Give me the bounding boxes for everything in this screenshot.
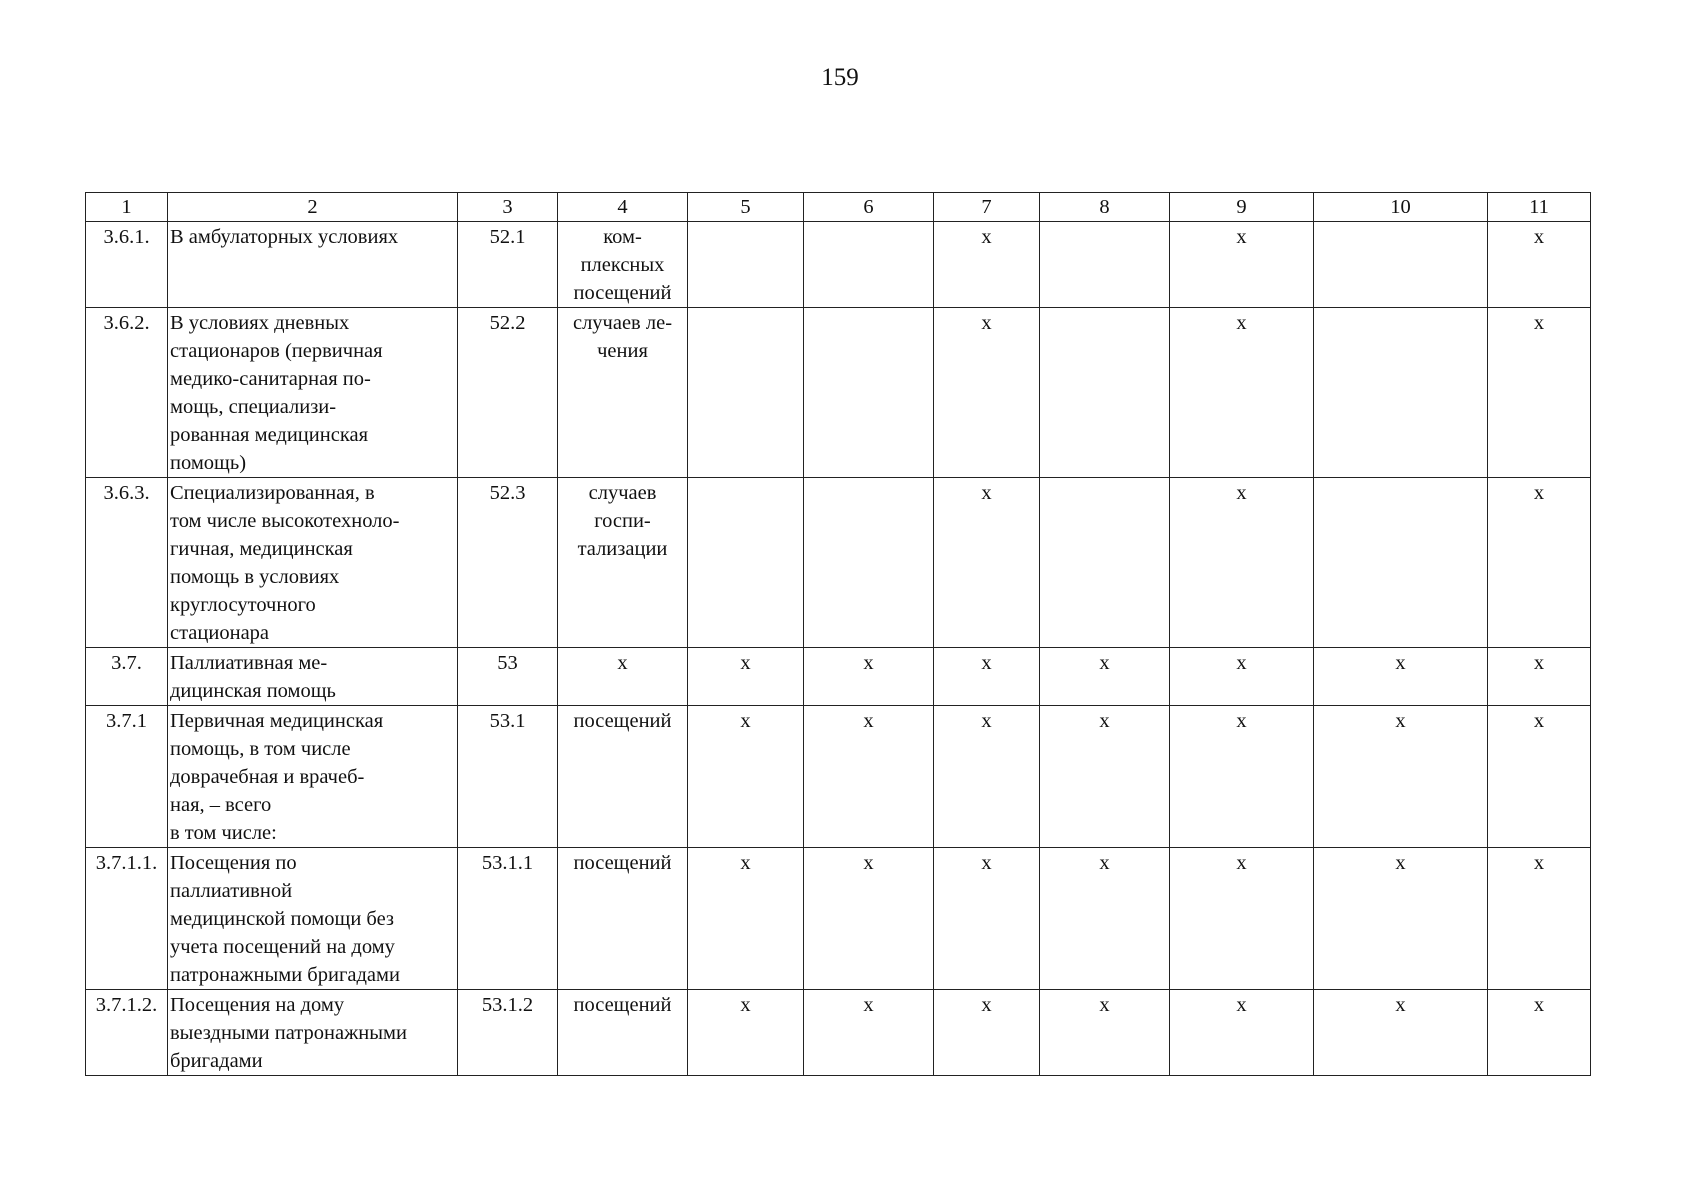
value-cell: х (1170, 222, 1314, 308)
value-cell: х (1170, 706, 1314, 848)
column-header: 5 (688, 193, 804, 222)
row-unit-cell: случаев госпи- тализации (558, 478, 688, 648)
value-cell: х (1170, 478, 1314, 648)
value-cell: х (804, 648, 934, 706)
value-cell: х (934, 990, 1040, 1076)
row-number-cell: 3.6.1. (86, 222, 168, 308)
column-header: 6 (804, 193, 934, 222)
value-cell: х (1488, 848, 1591, 990)
value-cell (688, 478, 804, 648)
value-cell: х (688, 990, 804, 1076)
value-cell: х (1488, 478, 1591, 648)
table-row (86, 222, 1591, 308)
table-row (86, 848, 1591, 990)
row-name-cell: Посещения на дому выездными патронажными бригадами (168, 990, 458, 1076)
page-number: 159 (821, 64, 859, 91)
data-table (85, 192, 1591, 1076)
row-code-cell: 52.3 (458, 478, 558, 648)
value-cell: х (804, 990, 934, 1076)
row-name-cell: В амбулаторных условиях (168, 222, 458, 308)
value-cell (1314, 222, 1488, 308)
value-cell: х (1040, 848, 1170, 990)
column-header: 2 (168, 193, 458, 222)
value-cell: х (1040, 706, 1170, 848)
table-row (86, 648, 1591, 706)
value-cell: х (1314, 848, 1488, 990)
value-cell: х (1488, 648, 1591, 706)
value-cell (1040, 478, 1170, 648)
value-cell: х (934, 222, 1040, 308)
table-body (86, 222, 1591, 1076)
table-row (86, 308, 1591, 478)
row-unit-cell: ком- плексных посещений (558, 222, 688, 308)
value-cell: х (934, 308, 1040, 478)
value-cell: х (688, 706, 804, 848)
column-header: 7 (934, 193, 1040, 222)
value-cell (1314, 308, 1488, 478)
value-cell: х (1314, 706, 1488, 848)
value-cell (1040, 222, 1170, 308)
value-cell: х (1040, 648, 1170, 706)
value-cell (804, 222, 934, 308)
row-unit-cell: посещений (558, 990, 688, 1076)
row-code-cell: 53.1 (458, 706, 558, 848)
row-number-cell: 3.6.3. (86, 478, 168, 648)
value-cell (1040, 308, 1170, 478)
value-cell (804, 478, 934, 648)
column-header: 1 (86, 193, 168, 222)
value-cell: х (804, 848, 934, 990)
row-number-cell: 3.7.1 (86, 706, 168, 848)
value-cell: х (804, 706, 934, 848)
value-cell (688, 222, 804, 308)
row-unit-cell: посещений (558, 706, 688, 848)
row-code-cell: 52.1 (458, 222, 558, 308)
value-cell (804, 308, 934, 478)
header-row (86, 193, 1591, 222)
value-cell: х (688, 648, 804, 706)
row-number-cell: 3.7.1.1. (86, 848, 168, 990)
row-code-cell: 53.1.1 (458, 848, 558, 990)
value-cell: х (1314, 990, 1488, 1076)
value-cell: х (1488, 990, 1591, 1076)
row-number-cell: 3.6.2. (86, 308, 168, 478)
value-cell: х (934, 706, 1040, 848)
value-cell: х (1170, 308, 1314, 478)
value-cell: х (688, 848, 804, 990)
value-cell: х (1488, 222, 1591, 308)
value-cell: х (1170, 648, 1314, 706)
row-name-cell: Первичная медицинская помощь, в том числе доврачебная и врачеб- ная, – всего в том числе: (168, 706, 458, 848)
row-code-cell: 53 (458, 648, 558, 706)
value-cell: х (1170, 990, 1314, 1076)
row-number-cell: 3.7.1.2. (86, 990, 168, 1076)
value-cell: х (934, 478, 1040, 648)
row-code-cell: 52.2 (458, 308, 558, 478)
column-header: 4 (558, 193, 688, 222)
value-cell: х (1170, 848, 1314, 990)
row-unit-cell: случаев ле- чения (558, 308, 688, 478)
column-header: 10 (1314, 193, 1488, 222)
value-cell: х (1488, 308, 1591, 478)
value-cell: х (934, 648, 1040, 706)
row-name-cell: Паллиативная ме- дицинская помощь (168, 648, 458, 706)
row-name-cell: Специализированная, в том числе высокотехноло- гичная, медицинская помощь в условиях круглосуточного стационара (168, 478, 458, 648)
table-row (86, 478, 1591, 648)
value-cell (688, 308, 804, 478)
row-number-cell: 3.7. (86, 648, 168, 706)
value-cell (1314, 478, 1488, 648)
column-header: 3 (458, 193, 558, 222)
row-code-cell: 53.1.2 (458, 990, 558, 1076)
value-cell: х (1314, 648, 1488, 706)
row-unit-cell: х (558, 648, 688, 706)
column-header: 9 (1170, 193, 1314, 222)
row-name-cell: В условиях дневных стационаров (первичная медико-санитарная по- мощь, специализи- рованная медицинская помощь) (168, 308, 458, 478)
column-header: 11 (1488, 193, 1591, 222)
row-name-cell: Посещения по паллиативной медицинской помощи без учета посещений на дому патронажными бригадами (168, 848, 458, 990)
value-cell: х (1040, 990, 1170, 1076)
column-header: 8 (1040, 193, 1170, 222)
table-row (86, 990, 1591, 1076)
value-cell: х (1488, 706, 1591, 848)
table-row (86, 706, 1591, 848)
row-unit-cell: посещений (558, 848, 688, 990)
value-cell: х (934, 848, 1040, 990)
